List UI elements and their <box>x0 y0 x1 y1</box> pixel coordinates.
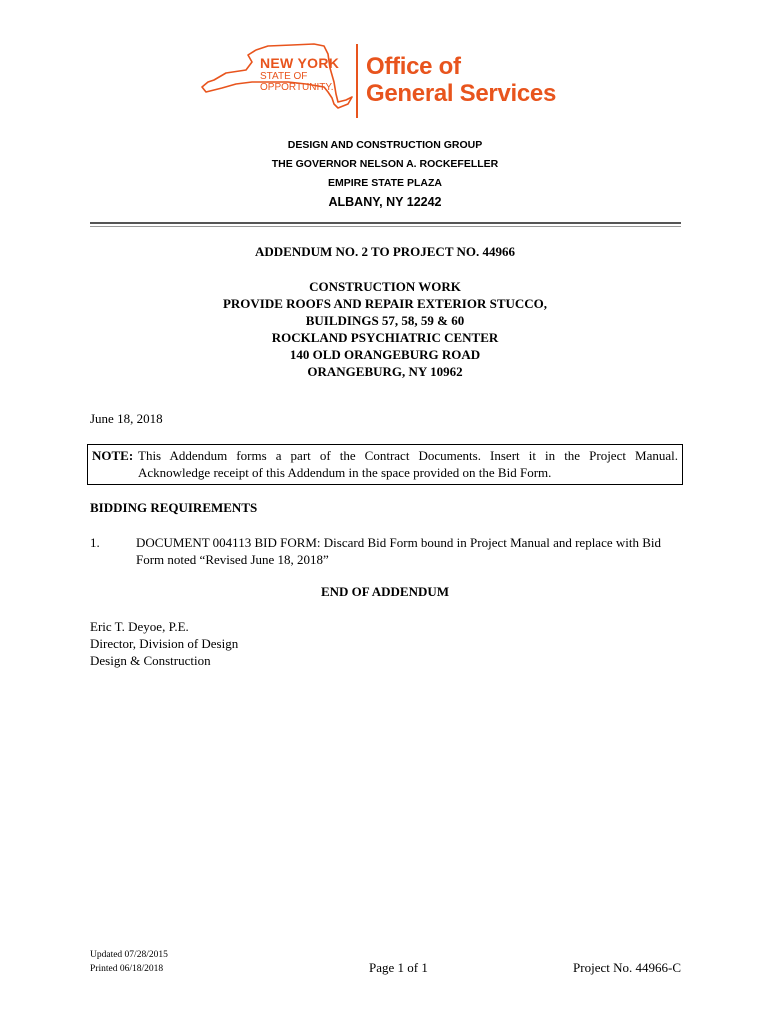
ogs-line2: General Services <box>366 80 557 107</box>
header-divider-thin <box>90 226 681 227</box>
signer-department: Design & Construction <box>90 653 211 668</box>
project-line4: ROCKLAND PSYCHIATRIC CENTER <box>271 330 499 345</box>
note-box <box>87 444 683 485</box>
address-line4: ALBANY, NY 12242 <box>328 195 442 209</box>
ny-state-line1: NEW YORK <box>260 55 340 71</box>
ny-state-wordmark <box>260 56 360 93</box>
address-line1: DESIGN AND CONSTRUCTION GROUP <box>287 139 483 151</box>
ny-state-line2: STATE OF <box>260 71 308 82</box>
project-line1: CONSTRUCTION WORK <box>309 279 461 294</box>
footer-project-number: Project No. 44966-C <box>573 960 681 975</box>
logo-divider <box>356 44 358 118</box>
address-line2: THE GOVERNOR NELSON A. ROCKEFELLER <box>271 158 499 170</box>
project-line2: PROVIDE ROOFS AND REPAIR EXTERIOR STUCCO, <box>222 296 548 311</box>
document-date: June 18, 2018 <box>90 411 163 426</box>
header-divider <box>90 222 681 224</box>
signature-block <box>90 618 238 669</box>
page-number: Page 1 of 1 <box>369 960 428 975</box>
signer-title: Director, Division of Design <box>90 636 239 651</box>
address-line3: EMPIRE STATE PLAZA <box>328 177 442 189</box>
agency-address <box>0 136 770 212</box>
list-item <box>90 534 682 568</box>
item-number: 1. <box>90 535 100 550</box>
footer-updated: Updated 07/28/2015 <box>90 950 168 960</box>
note-label: NOTE: <box>92 448 134 463</box>
note-line1: This Addendum forms a part of the Contract Documents. Insert it in the Project Manual. <box>138 448 678 463</box>
ogs-wordmark <box>366 53 556 107</box>
end-of-addendum: END OF ADDENDUM <box>320 584 450 599</box>
project-line3: BUILDINGS 57, 58, 59 & 60 <box>305 313 465 328</box>
project-line6: ORANGEBURG, NY 10962 <box>307 364 463 379</box>
ogs-logo <box>196 40 586 120</box>
note-line2: Acknowledge receipt of this Addendum in the space provided on the Bid Form. <box>138 465 552 480</box>
ogs-line1: Office of <box>366 53 461 80</box>
footer-printed: Printed 06/18/2018 <box>90 964 164 974</box>
addendum-number: ADDENDUM NO. 2 TO PROJECT NO. 44966 <box>254 244 516 259</box>
footer-dates <box>90 948 168 976</box>
project-title <box>0 278 770 380</box>
ny-state-line3: OPPORTUNITY. <box>260 82 334 93</box>
signer-name: Eric T. Deyoe, P.E. <box>90 619 189 634</box>
item-text: DOCUMENT 004113 BID FORM: Discard Bid Form bound in Project Manual and replace with Bid Form noted “Revised June 18, 2018” <box>136 535 662 567</box>
project-line5: 140 OLD ORANGEBURG ROAD <box>289 347 481 362</box>
section-heading: BIDDING REQUIREMENTS <box>90 500 258 515</box>
